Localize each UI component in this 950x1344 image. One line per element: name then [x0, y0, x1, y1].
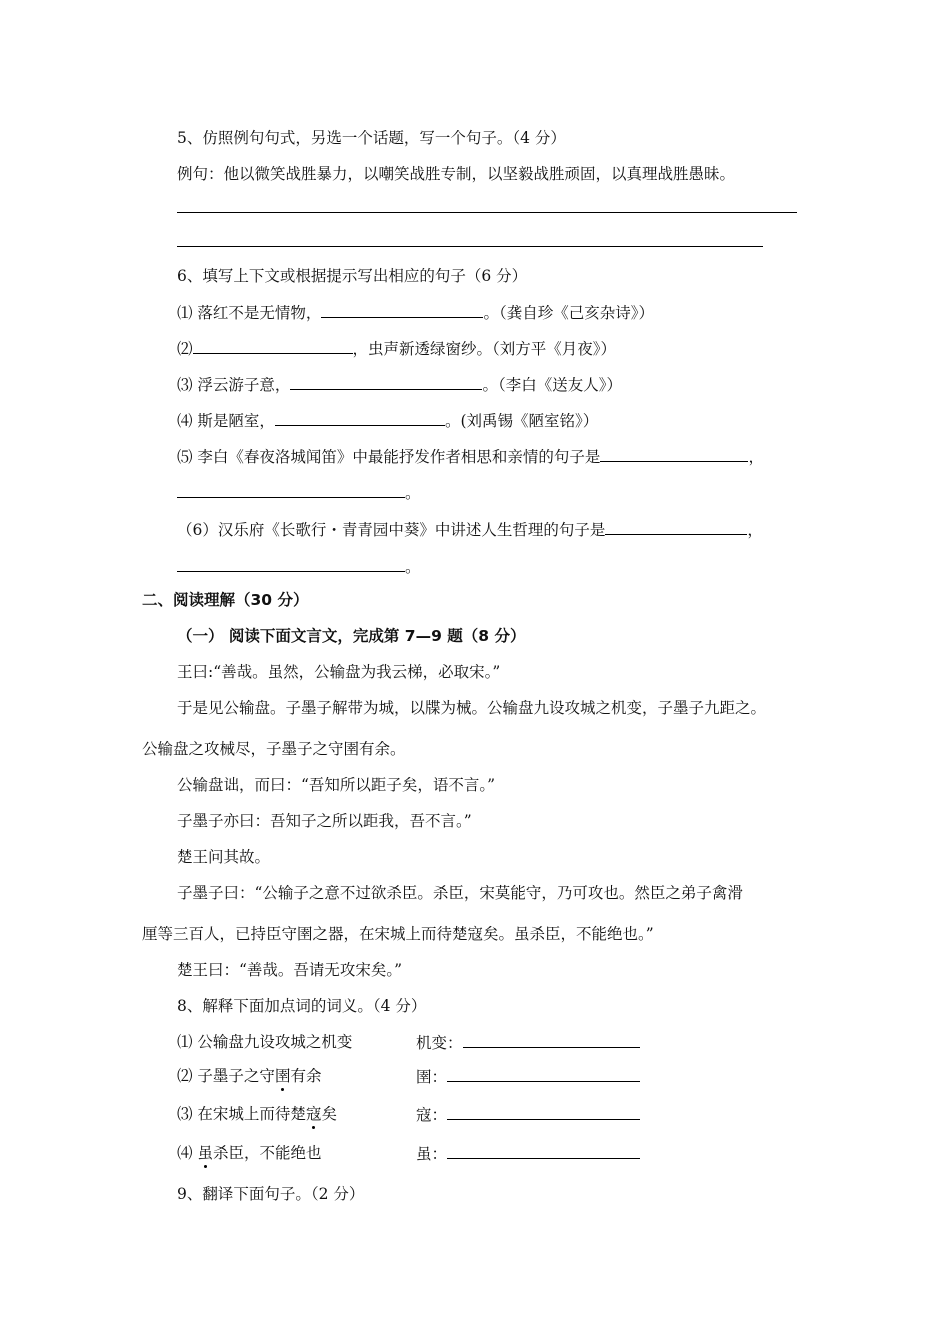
passage-paragraph-1: 王曰:“善哉。虽然，公输盘为我云梯，必取宋。” [177, 663, 501, 681]
q8-row-4-suffix: 杀臣，不能绝也 [212, 1144, 322, 1162]
section-2-subsection-1: （一） 阅读下面文言文，完成第 7—9 题（8 分） [177, 627, 526, 645]
q6-item-4 [177, 410, 598, 431]
q8-row-1-blank[interactable] [463, 1032, 640, 1048]
q8-row-3-dotted-char: 寇 [305, 1105, 322, 1123]
passage-paragraph-5: 楚王问其故。 [177, 848, 271, 866]
q8-row-3-prefix: ⑶ 在宋城上而待楚 [177, 1105, 306, 1123]
q6-item-3 [177, 374, 622, 395]
q8-row-4-answer [416, 1143, 640, 1164]
q8-title: 8、解释下面加点词的词义。（4 分） [177, 997, 427, 1015]
q6-item-5-end: 。 [405, 484, 421, 502]
q8-row-2-suffix: 有余 [290, 1067, 322, 1085]
passage-paragraph-3: 公输盘诎，而曰：“吾知所以距子矣，语不言。” [177, 776, 496, 794]
q6-item-4-prefix: ⑷ 斯是陋室， [177, 412, 275, 430]
passage-paragraph-7: 楚王曰：“善哉。吾请无攻宋矣。” [177, 961, 403, 979]
q9-title: 9、翻译下面句子。（2 分） [177, 1185, 365, 1203]
q6-item-6-end: 。 [405, 558, 421, 576]
q8-row-3-blank[interactable] [447, 1104, 640, 1120]
passage-paragraph-6-cont: 厘等三百人，已持臣守圉之器，在宋城上而待楚寇矣。虽杀臣，不能绝也。” [142, 925, 654, 943]
q8-row-1-answer [416, 1032, 640, 1053]
q5-example: 例句：他以微笑战胜暴力，以嘲笑战胜专制，以坚毅战胜顽固，以真理战胜愚昧。 [177, 165, 736, 183]
q8-row-4-blank[interactable] [447, 1143, 640, 1159]
q5-answer-line-2[interactable] [177, 246, 763, 247]
q8-row-2-dotted-char: 圉 [274, 1067, 291, 1085]
q8-row-3-label: 寇： [416, 1106, 448, 1124]
q6-item-6-cont [177, 556, 421, 577]
q8-row-2-text [177, 1066, 321, 1086]
q6-title: 6、填写上下文或根据提示写出相应的句子（6 分） [177, 267, 528, 285]
q8-row-3-text [177, 1104, 337, 1124]
q6-item-5-blank-b[interactable] [177, 482, 405, 498]
q8-row-2-blank[interactable] [447, 1066, 640, 1082]
q6-item-5-blank-a[interactable] [600, 446, 748, 462]
q6-item-5-cont [177, 482, 421, 503]
q8-row-4-prefix: ⑷ [177, 1144, 198, 1162]
q6-item-5-prefix: ⑸ 李白《春夜洛城闻笛》中最能抒发作者相思和亲情的句子是 [177, 448, 601, 466]
q8-row-4-text [177, 1143, 321, 1163]
q6-item-1-blank[interactable] [321, 302, 483, 318]
passage-paragraph-4: 子墨子亦曰：吾知子之所以距我，吾不言。” [177, 812, 472, 830]
q8-row-1-label: 机变： [416, 1034, 463, 1052]
q6-item-6 [177, 519, 763, 540]
q8-row-3-suffix: 矣 [321, 1105, 337, 1123]
section-2-title: 二、阅读理解（30 分） [142, 591, 309, 609]
q6-item-1 [177, 302, 654, 323]
q6-item-4-blank[interactable] [275, 410, 445, 426]
q8-row-2-label: 圉： [416, 1068, 448, 1086]
q8-row-3-answer [416, 1104, 640, 1125]
passage-paragraph-2-cont: 公输盘之攻械尽，子墨子之守圉有余。 [142, 740, 406, 758]
q6-item-1-prefix: ⑴ 落红不是无情物， [177, 304, 322, 322]
q8-row-2-answer [416, 1066, 640, 1087]
q6-item-1-suffix: 。（龚自珍《己亥杂诗》） [483, 304, 654, 322]
q6-item-3-suffix: 。（李白《送友人》） [482, 376, 622, 394]
q8-row-1-text: ⑴ 公输盘九设攻城之机变 [177, 1033, 353, 1051]
q6-item-2-blank[interactable] [193, 338, 353, 354]
q8-row-4-dotted-char: 虽 [197, 1144, 213, 1162]
q8-row-4-label: 虽： [416, 1145, 448, 1163]
q6-item-4-suffix: 。(刘禹锡《陋室铭》） [444, 412, 599, 430]
q6-item-5 [177, 446, 764, 467]
q6-item-3-prefix: ⑶ 浮云游子意， [177, 376, 291, 394]
passage-paragraph-6: 子墨子曰：“公输子之意不过欲杀臣。杀臣，宋莫能守，乃可攻也。然臣之弟子禽滑 [177, 884, 743, 902]
q5-title: 5、仿照例句句式，另选一个话题，写一个句子。（4 分） [177, 129, 566, 147]
q6-item-2-prefix: ⑵ [177, 340, 193, 358]
q6-item-3-blank[interactable] [290, 374, 482, 390]
q5-answer-line-1[interactable] [177, 212, 797, 213]
q6-item-2 [177, 338, 616, 359]
q8-row-2-prefix: ⑵ 子墨子之守 [177, 1067, 275, 1085]
q6-item-6-comma: ， [747, 521, 763, 539]
passage-paragraph-2: 于是见公输盘。子墨子解带为城，以牒为械。公输盘九设攻城之机变，子墨子九距之。 [177, 699, 767, 717]
q6-item-5-comma: ， [748, 448, 764, 466]
q6-item-6-blank-b[interactable] [177, 556, 405, 572]
q6-item-6-prefix: （6）汉乐府《长歌行・青青园中葵》中讲述人生哲理的句子是 [177, 521, 606, 539]
q6-item-2-suffix: ，虫声新透绿窗纱。（刘方平《月夜》） [352, 340, 617, 358]
q6-item-6-blank-a[interactable] [605, 519, 747, 535]
